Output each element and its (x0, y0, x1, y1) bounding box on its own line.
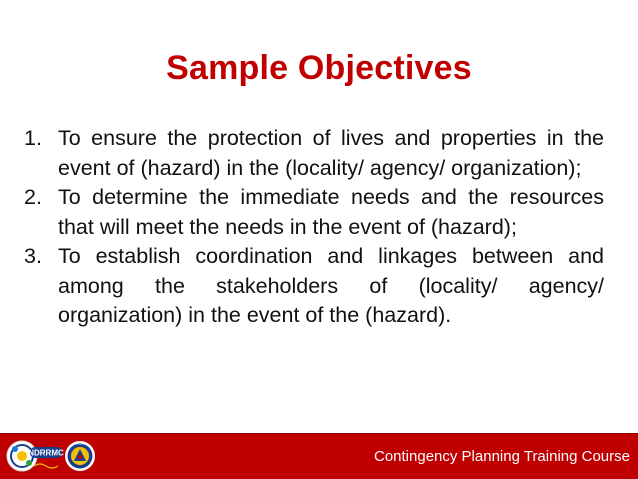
ocd-seal-text: OCD (75, 440, 85, 446)
course-name: Contingency Planning Training Course (374, 448, 630, 465)
ndrrmc-logo-icon (7, 441, 64, 471)
objective-item (24, 242, 604, 331)
objective-item (24, 124, 604, 183)
objective-number: 2. (24, 185, 42, 209)
footer-logos (4, 437, 124, 475)
objective-text: To ensure the protection of lives and properties in the event of (hazard) in the (locality/ agency/ organization); (58, 126, 604, 180)
objectives-list (24, 124, 604, 331)
ndrrmc-logo-text: NDRRMC (28, 448, 64, 458)
ocd-seal-icon (65, 441, 95, 472)
objective-text: To determine the immediate needs and the resources that will meet the needs in the event of (hazard); (58, 185, 604, 239)
objective-text: To establish coordination and linkages between and among the stakeholders of (locality/ agency/ organization) in the event of the (hazard). (58, 244, 604, 327)
slide-title: Sample Objectives (166, 49, 472, 87)
footer-bar (0, 433, 638, 479)
objective-number: 1. (24, 126, 42, 150)
objective-item (24, 183, 604, 242)
objective-number: 3. (24, 244, 42, 268)
